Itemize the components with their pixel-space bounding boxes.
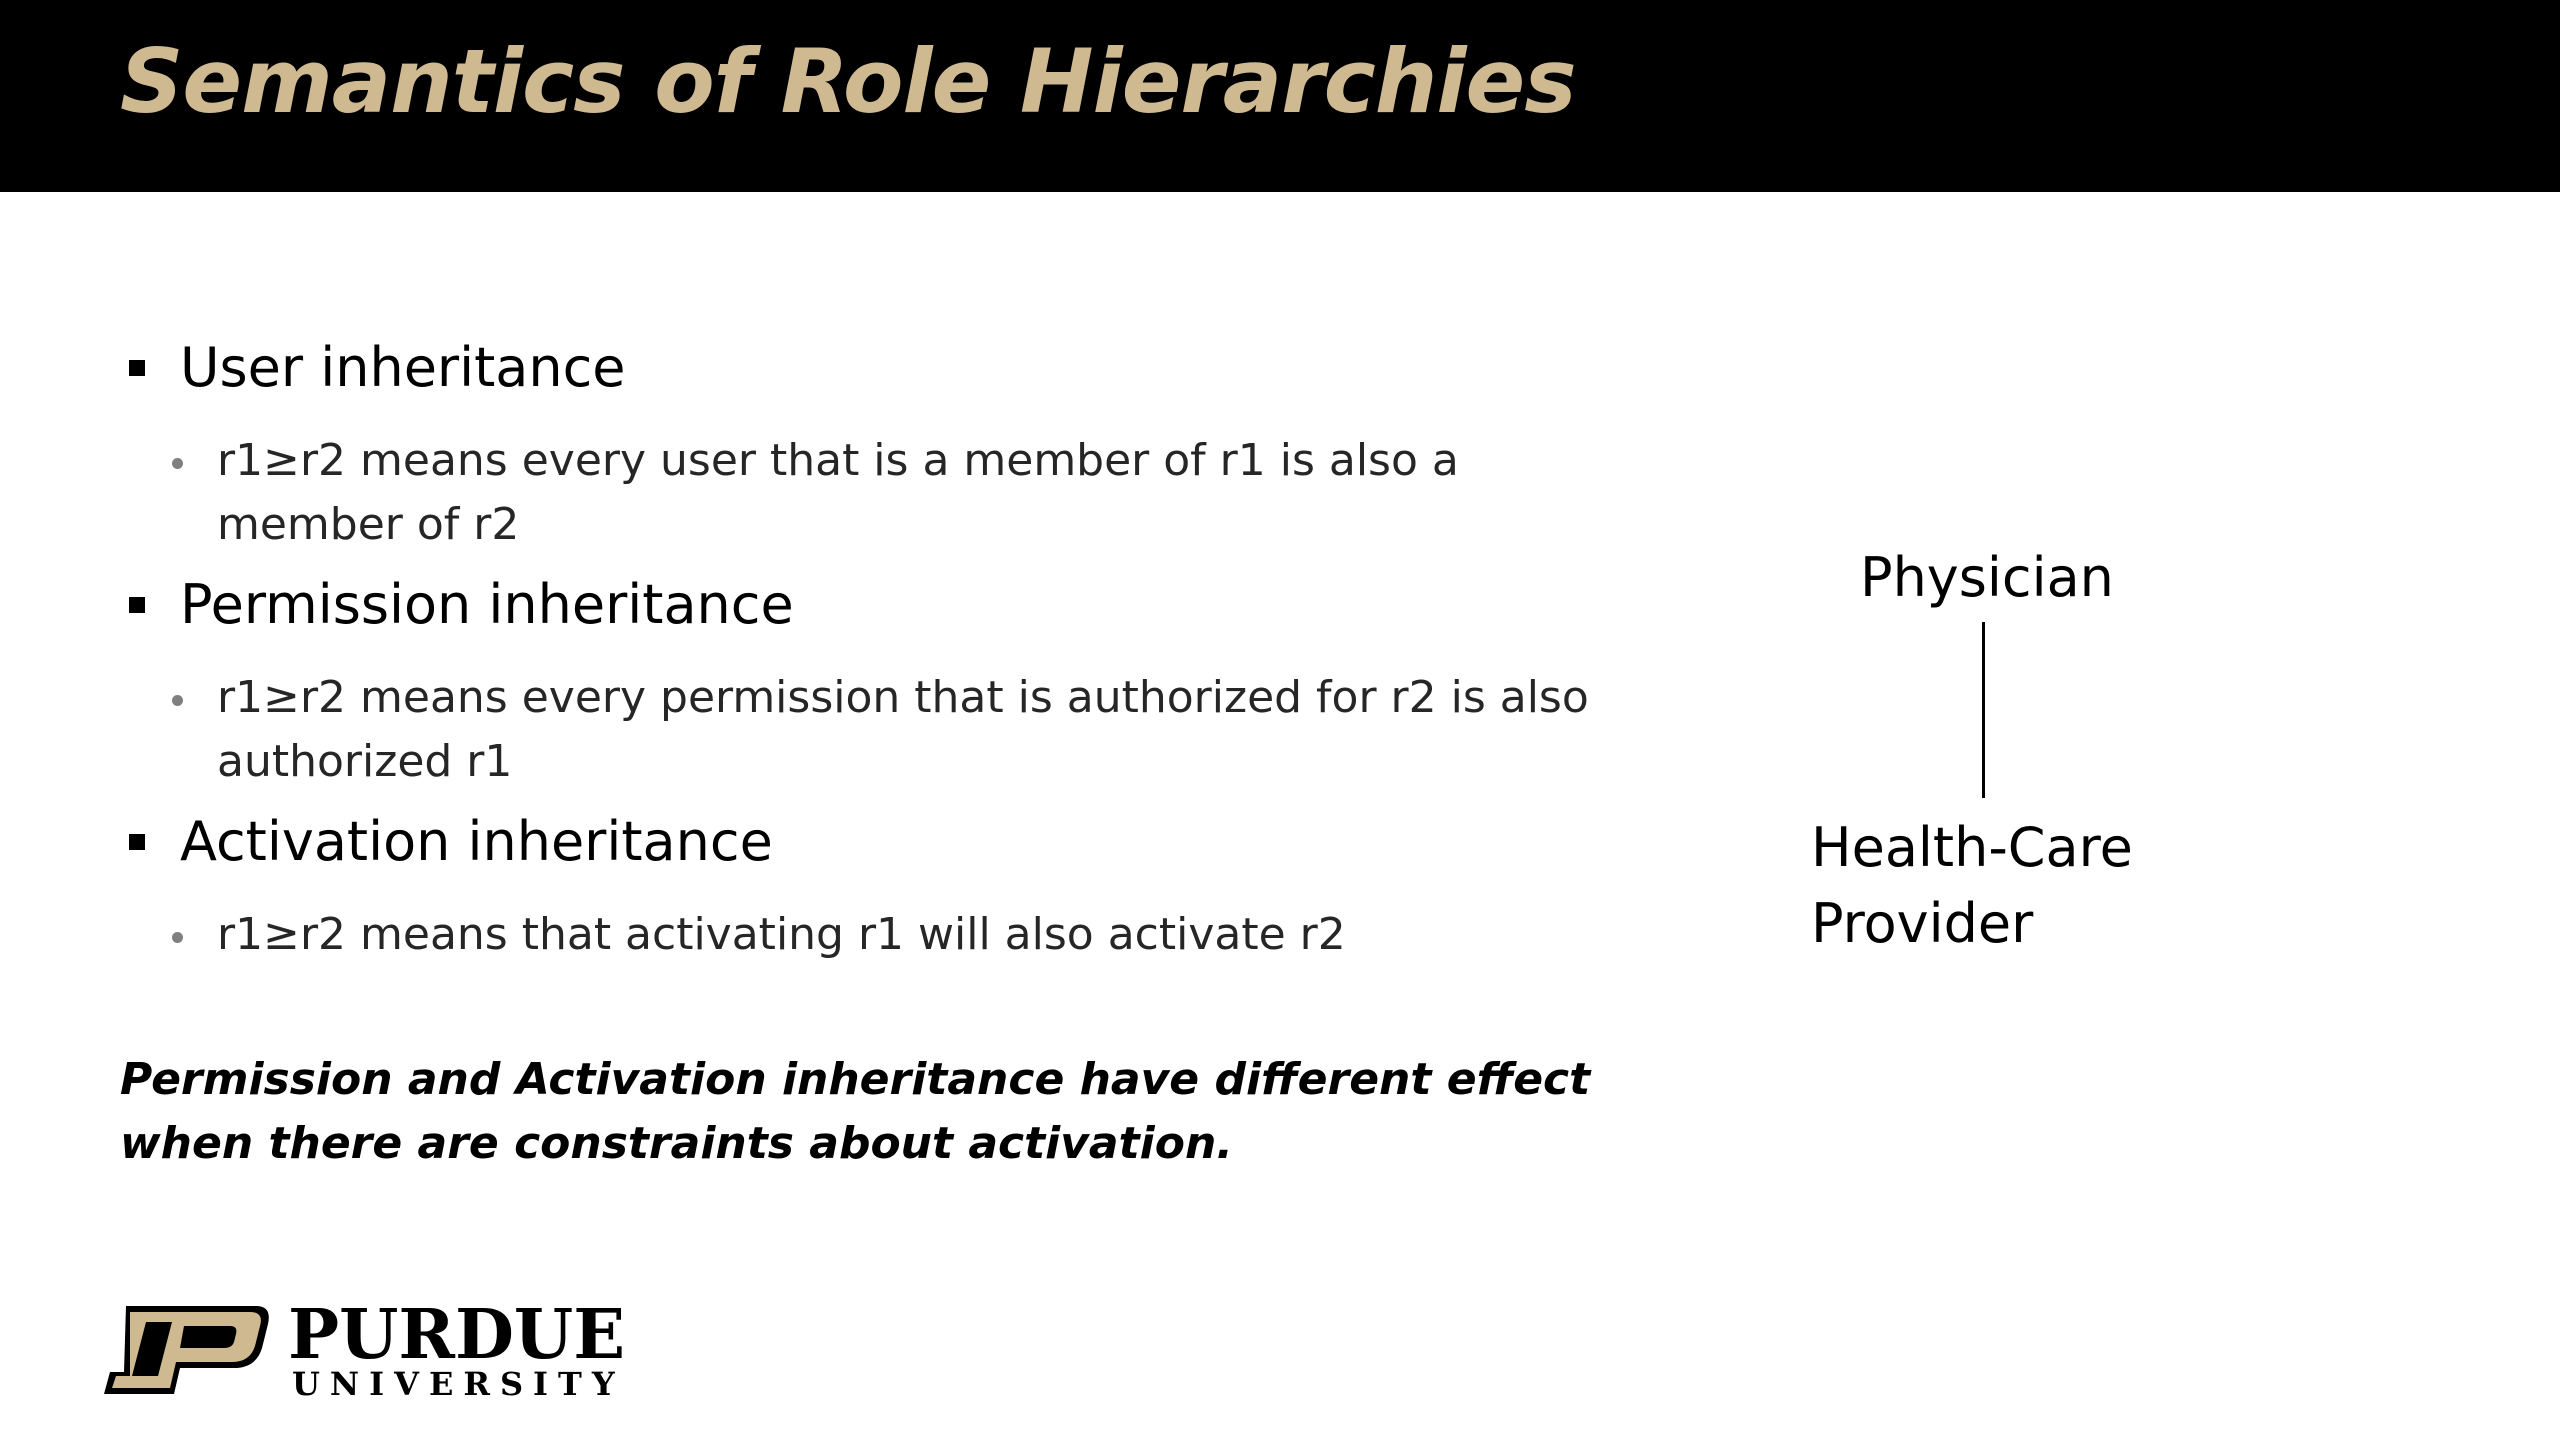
role-physician: Physician: [1860, 546, 2114, 609]
bullet-activation-inheritance: [180, 810, 773, 874]
slide-title: Semantics of Role Hierarchies: [120, 30, 1576, 133]
dot-bullet-icon: [172, 932, 183, 943]
sub-bullet-permission-inheritance: [217, 666, 1637, 794]
logo-subtitle: UNIVERSITY: [292, 1365, 625, 1403]
sub-bullet-user-inheritance: [217, 429, 1637, 557]
purdue-logo: [96, 1295, 636, 1410]
bullet-label: Activation inheritance: [180, 810, 773, 873]
square-bullet-icon: [129, 597, 145, 613]
sub-bullet-text: r1≥r2 means that activating r1 will also activate r2: [217, 909, 1346, 960]
bullet-label: User inheritance: [180, 336, 626, 399]
purdue-p-logo-icon: [96, 1302, 276, 1402]
square-bullet-icon: [129, 360, 145, 376]
sub-bullet-activation-inheritance: [217, 903, 1637, 967]
role-health-care-provider: [1811, 810, 2171, 962]
hierarchy-connector-line: [1982, 622, 1985, 798]
role-health-care-provider-label: Health-Care Provider: [1811, 816, 2133, 955]
sub-bullet-text: r1≥r2 means every permission that is authorized for r2 is also authorized r1: [217, 672, 1589, 787]
logo-wordmark: PURDUE: [288, 1295, 626, 1375]
dot-bullet-icon: [172, 458, 183, 469]
square-bullet-icon: [129, 834, 145, 850]
bullet-label: Permission inheritance: [180, 573, 794, 636]
dot-bullet-icon: [172, 695, 183, 706]
constraint-note: Permission and Activation inheritance have different effect when there are constraints about activation.: [120, 1054, 1591, 1169]
bullet-user-inheritance: [180, 336, 626, 400]
title-bar: [0, 0, 2560, 192]
sub-bullet-text: r1≥r2 means every user that is a member of r1 is also a member of r2: [217, 435, 1459, 550]
bullet-permission-inheritance: [180, 573, 794, 637]
